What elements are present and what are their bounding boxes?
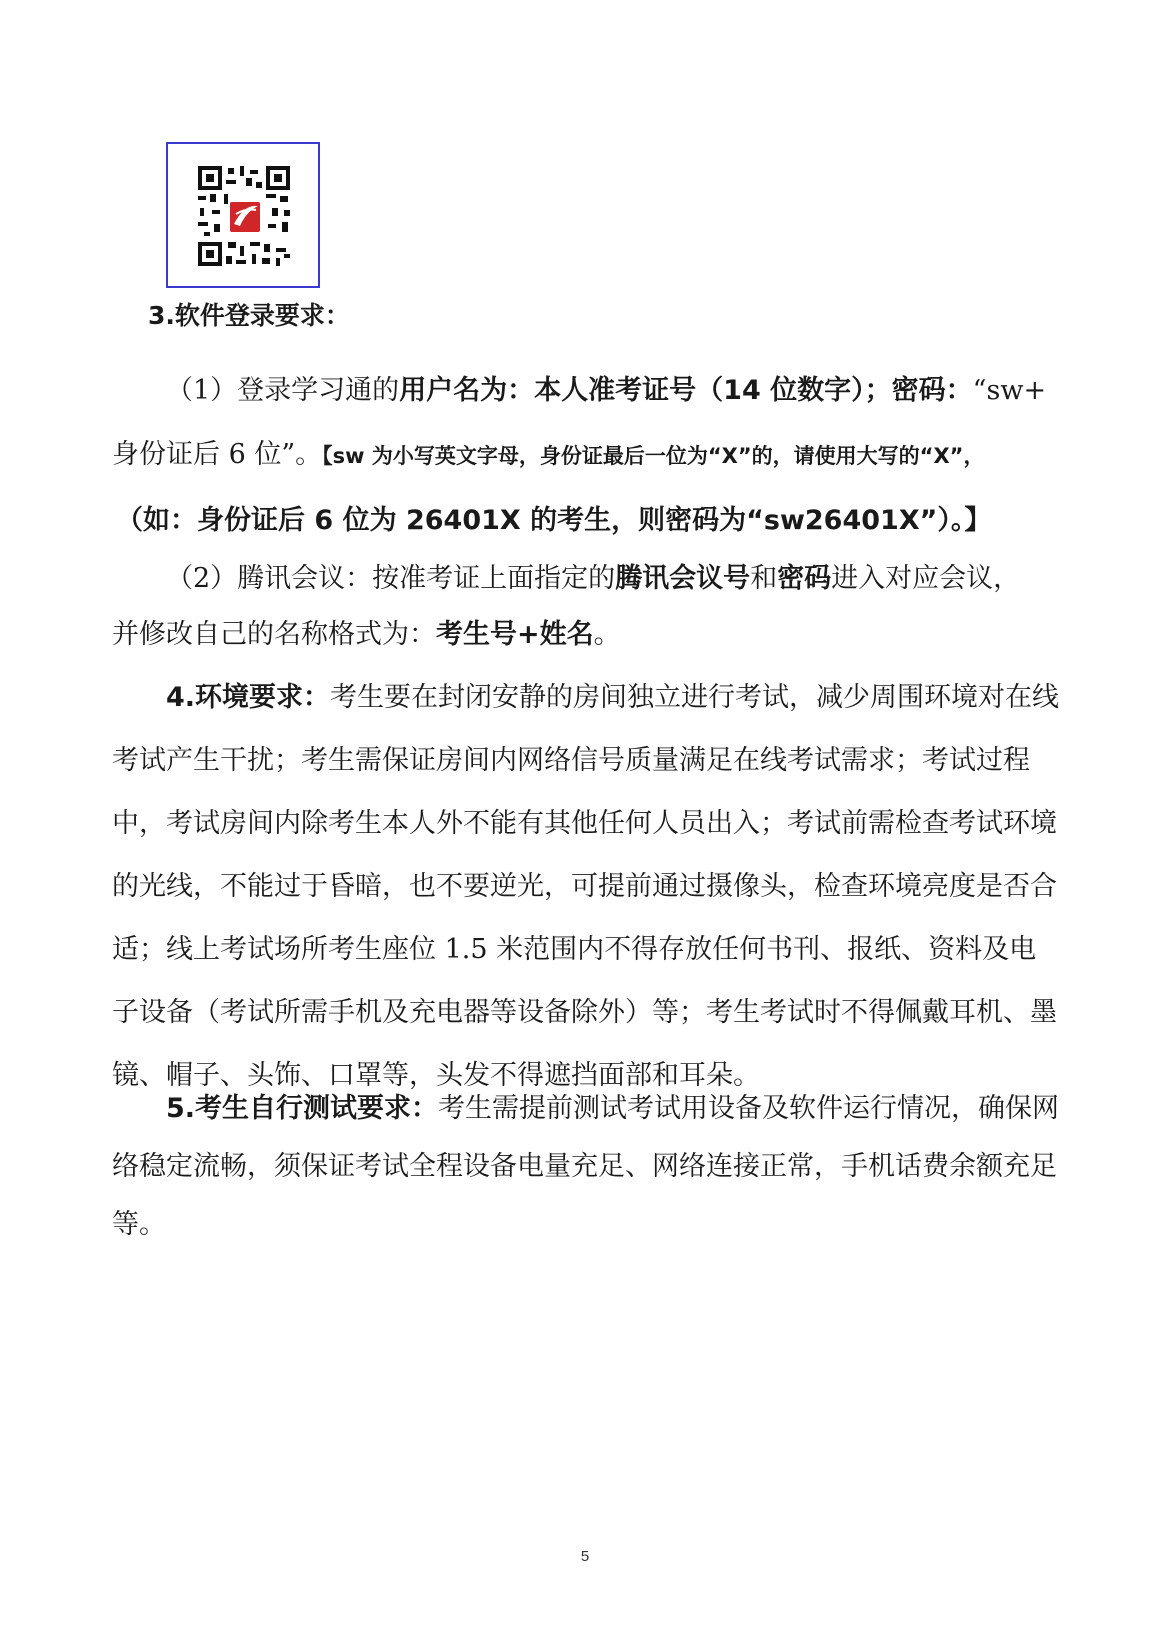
item1-prefix: （1）登录学习通的 <box>166 375 400 406</box>
item2-prefix: （2）腾讯会议：按准考证上面指定的 <box>166 563 616 594</box>
section3-item2-line2 <box>112 612 621 651</box>
section4-body: 考生要在封闭安静的房间独立进行考试，减少周围环境对在线考试产生干扰；考生需保证房间内网络信号质量满足在线考试需求；考试过程中，考试房间内除考生本人外不能有其他任何人员出入；考试前需检查考试环境的光线，不能过于昏暗，也不要逆光，可提前通过摄像头，检查环境亮度是否合适；线上考试场所考生座位 1.5 米范围内不得存放任何书刊、报纸、资料及电子设备（考试所需手机及充电器等设备除外）等；考生考试时不得佩戴耳机、墨镜、帽子、头饰、口罩等，头发不得遮挡面部和耳朵。 <box>112 682 1060 1091</box>
section3-heading: 3.软件登录要求： <box>148 301 350 330</box>
item2-bold1: 腾讯会议号 <box>615 563 751 594</box>
section4-heading: 4.环境要求： <box>166 682 331 713</box>
section4-paragraph <box>112 666 1060 1107</box>
qr-code-icon <box>196 164 292 268</box>
item2-bold3: 考生号+姓名 <box>436 619 594 650</box>
item2-end: 。 <box>593 619 621 650</box>
item2-bold2: 密码 <box>777 563 832 594</box>
item1-note2: （如：身份证后 6 位为 26401X 的考生，则密码为“sw26401X”）。】 <box>116 505 992 536</box>
item2-suffix2: 并修改自己的名称格式为： <box>112 619 436 650</box>
page-number: 5 <box>580 1548 590 1565</box>
item1-note1: 【sw 为小写英文字母，身份证最后一位为“X”的，请使用大写的“X”， <box>322 444 985 468</box>
item2-mid: 和 <box>750 563 778 594</box>
item1-bold: 用户名为：本人准考证号（14 位数字）；密码： <box>399 375 973 406</box>
section3-item1-line1 <box>166 368 1046 407</box>
item1-mid2: 身份证后 6 位”。 <box>112 439 323 470</box>
item2-suffix1: 进入对应会议， <box>831 563 1021 594</box>
section5-body: 考生需提前测试考试用设备及软件运行情况，确保网络稳定流畅，须保证考试全程设备电量充足、网络连接正常，手机话费余额充足等。 <box>112 1093 1060 1240</box>
section5-heading: 5.考生自行测试要求： <box>166 1093 439 1124</box>
section5-paragraph <box>112 1080 1060 1254</box>
qr-code-frame <box>166 142 320 288</box>
section3-item1-line2 <box>112 432 984 471</box>
section3-item2-line1 <box>166 556 1020 595</box>
item1-mid1: “sw+ <box>972 375 1047 406</box>
